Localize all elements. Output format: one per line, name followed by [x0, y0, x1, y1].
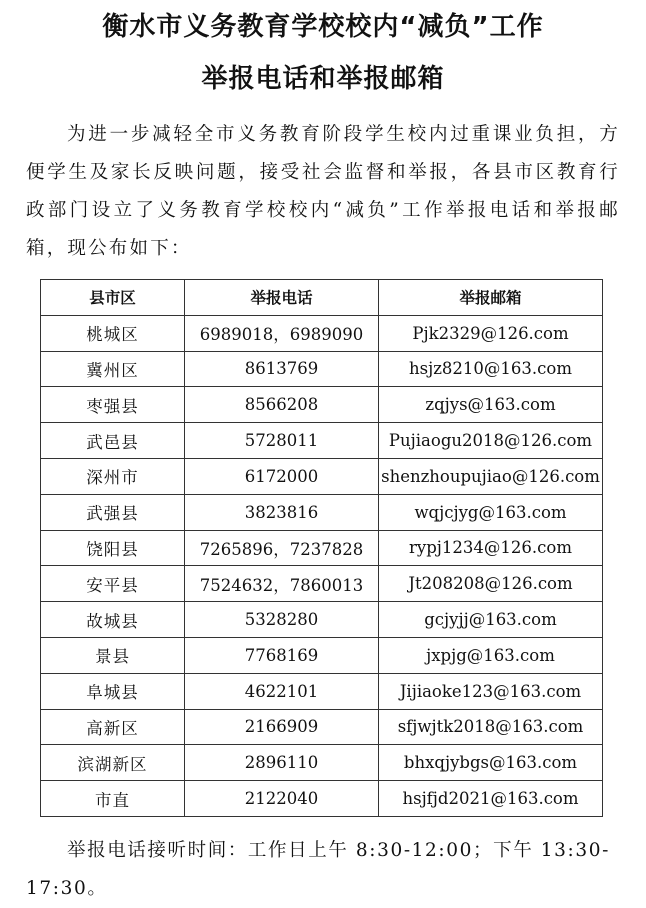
email-cell: rypj1234@126.com	[379, 530, 603, 566]
phone-cell: 5328280	[185, 602, 379, 638]
district-cell: 故城县	[41, 602, 185, 638]
phone-cell: 7768169	[185, 637, 379, 673]
email-cell: Jt208208@126.com	[379, 566, 603, 602]
email-cell: wqjcjyg@163.com	[379, 494, 603, 530]
phone-cell: 8613769	[185, 351, 379, 387]
district-cell: 阜城县	[41, 673, 185, 709]
contact-table	[40, 279, 603, 817]
table-row	[41, 781, 603, 817]
phone-cell: 6989018，6989090	[185, 315, 379, 351]
hotline-hours: 举报电话接听时间：工作日上午 8:30-12:00；下午 13:30-17:30。	[26, 840, 610, 899]
table-body	[41, 315, 603, 816]
email-cell: Pujiaogu2018@126.com	[379, 423, 603, 459]
document-title-line-1: 衡水市义务教育学校校内“减负”工作	[102, 12, 544, 42]
district-cell: 安平县	[41, 566, 185, 602]
phone-cell: 5728011	[185, 423, 379, 459]
phone-cell: 8566208	[185, 387, 379, 423]
table-row	[41, 637, 603, 673]
district-cell: 深州市	[41, 458, 185, 494]
intro-paragraph: 为进一步减轻全市义务教育阶段学生校内过重课业负担，方便学生及家长反映问题，接受社会监督和举报，各县市区教育行政部门设立了义务教育学校校内“减负”工作举报电话和举报邮箱，现公布如下：	[26, 124, 620, 259]
district-cell: 武强县	[41, 494, 185, 530]
district-cell: 武邑县	[41, 423, 185, 459]
table-row	[41, 494, 603, 530]
email-cell: jxpjg@163.com	[379, 637, 603, 673]
email-cell: hsjfjd2021@163.com	[379, 781, 603, 817]
email-cell: bhxqjybgs@163.com	[379, 745, 603, 781]
table-header-row	[41, 280, 603, 316]
table-row	[41, 566, 603, 602]
email-cell: gcjyjj@163.com	[379, 602, 603, 638]
email-cell: zqjys@163.com	[379, 387, 603, 423]
phone-cell: 7265896，7237828	[185, 530, 379, 566]
phone-cell: 6172000	[185, 458, 379, 494]
table-row	[41, 315, 603, 351]
phone-cell: 2896110	[185, 745, 379, 781]
district-cell: 高新区	[41, 709, 185, 745]
table-row	[41, 387, 603, 423]
email-cell: Jijiaoke123@163.com	[379, 673, 603, 709]
district-cell: 滨湖新区	[41, 745, 185, 781]
district-cell: 桃城区	[41, 315, 185, 351]
district-cell: 市直	[41, 781, 185, 817]
phone-cell: 2166909	[185, 709, 379, 745]
header-phone: 举报电话	[185, 280, 379, 316]
header-district: 县市区	[41, 280, 185, 316]
phone-cell: 3823816	[185, 494, 379, 530]
header-email: 举报邮箱	[379, 280, 603, 316]
table-row	[41, 530, 603, 566]
table-row	[41, 745, 603, 781]
email-cell: Pjk2329@126.com	[379, 315, 603, 351]
document-title-line-2: 举报电话和举报邮箱	[201, 64, 445, 94]
table-row	[41, 423, 603, 459]
phone-cell: 7524632，7860013	[185, 566, 379, 602]
district-cell: 枣强县	[41, 387, 185, 423]
table-row	[41, 709, 603, 745]
district-cell: 饶阳县	[41, 530, 185, 566]
email-cell: sfjwjtk2018@163.com	[379, 709, 603, 745]
phone-cell: 2122040	[185, 781, 379, 817]
table-row	[41, 458, 603, 494]
table-row	[41, 673, 603, 709]
table-row	[41, 602, 603, 638]
table-row	[41, 351, 603, 387]
district-cell: 景县	[41, 637, 185, 673]
district-cell: 冀州区	[41, 351, 185, 387]
email-cell: hsjz8210@163.com	[379, 351, 603, 387]
phone-cell: 4622101	[185, 673, 379, 709]
email-cell: shenzhoupujiao@126.com	[379, 458, 603, 494]
